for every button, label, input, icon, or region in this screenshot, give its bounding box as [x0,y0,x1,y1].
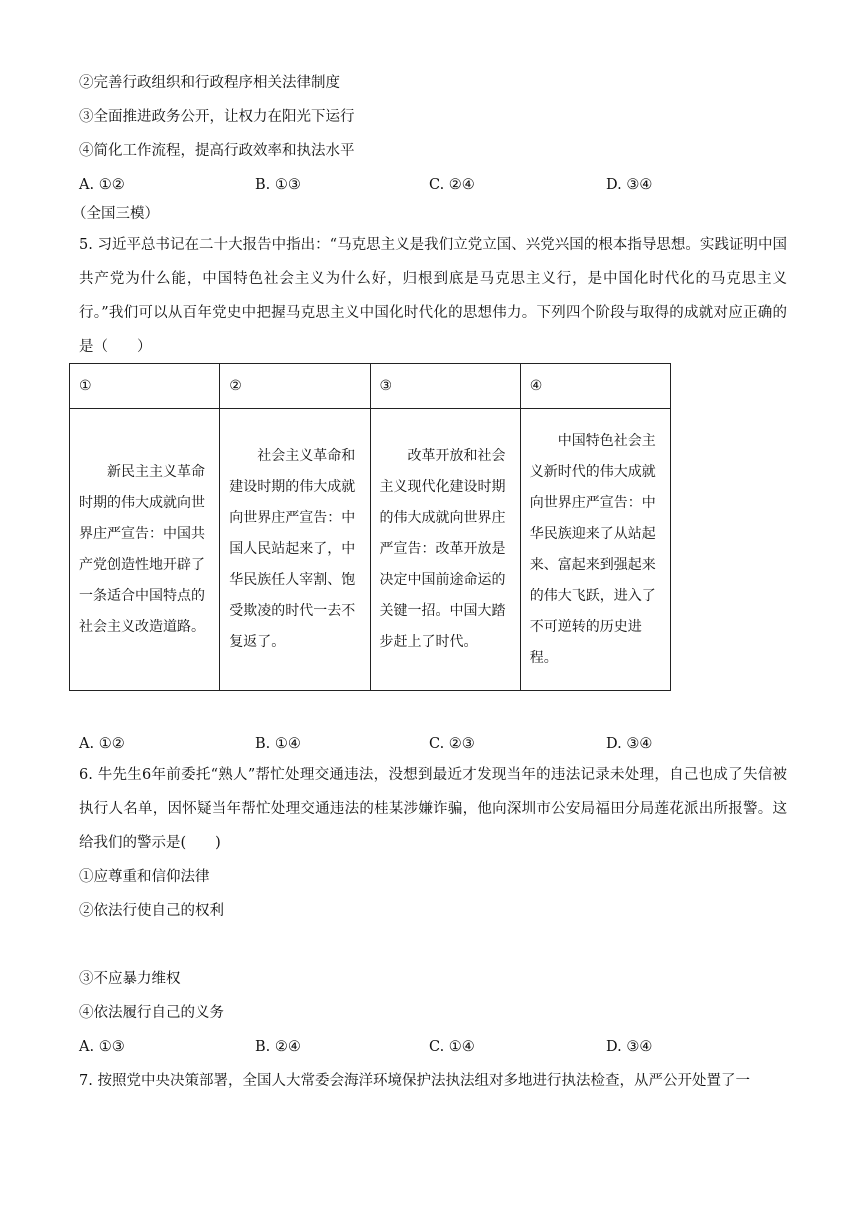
q6-item-3: ③不应暴力维权 [79,971,181,987]
q6-item-1: ①应尊重和信仰法律 [79,869,210,885]
option-a: A. ①② [79,736,125,752]
table-cell-2: 社会主义革命和建设时期的伟大成就向世界庄严宣告：中国人民站起来了，中华民族任人宰割、饱受欺凌的时代一去不复返了。 [229,448,356,650]
q5-stem: 5. 习近平总书记在二十大报告中指出：“马克思主义是我们立党立国、兴党兴国的根本指导思想。实践证明中国共产党为什么能，中国特色社会主义为什么好，归根到底是马克思主义行，是中国化时代化的马克思主义行。”我们可以从百年党史中把握马克思主义中国化时代化的思想伟力。下列四个阶段与取得的成就对应正确的是（ ） [79,237,787,355]
option-c: C. ②③ [429,736,475,752]
option-a: A. ①③ [79,1039,125,1055]
option-b: B. ①④ [255,736,301,752]
q7-stem: 7. 按照党中央决策部署，全国人大常委会海洋环境保护法执法组对多地进行执法检查，从严公开处置了一 [79,1073,750,1089]
q6-item-2: ②依法行使自己的权利 [79,903,224,919]
option-c: C. ①④ [429,1039,475,1055]
option-a: A. ①② [79,177,125,193]
table-header-2: ② [220,364,370,409]
q5-table [69,363,671,691]
table-header-1: ① [70,364,220,409]
table-cell-3: 改革开放和社会主义现代化建设时期的伟大成就向世界庄严宣告：改革开放是决定中国前途命运的关键一招。中国大踏步赶上了时代。 [379,448,506,650]
prev-item-2: ②完善行政组织和行政程序相关法律制度 [79,75,340,91]
option-b: B. ①③ [255,177,301,193]
option-c: C. ②④ [429,177,475,193]
table-cell-4: 中国特色社会主义新时代的伟大成就向世界庄严宣告：中华民族迎来了从站起来、富起来到强起来的伟大飞跃，进入了不可逆转的历史进程。 [529,432,656,666]
option-d: D. ③④ [606,736,653,752]
option-d: D. ③④ [606,177,653,193]
q6-item-4: ④依法履行自己的义务 [79,1005,224,1021]
q5-options [79,734,779,754]
table-header-3: ③ [370,364,520,409]
q6-options [79,1037,779,1057]
prev-options [79,175,779,195]
table-cell-1: 新民主主义革命时期的伟大成就向世界庄严宣告：中国共产党创造性地开辟了一条适合中国特点的社会主义改造道路。 [79,463,205,635]
option-b: B. ②④ [255,1039,301,1055]
prev-item-4: ④简化工作流程，提高行政效率和执法水平 [79,143,355,159]
q5-source: （全国三模） [72,206,159,222]
prev-item-3: ③全面推进政务公开，让权力在阳光下运行 [79,109,355,125]
option-d: D. ③④ [606,1039,653,1055]
table-header-4: ④ [520,364,670,409]
q6-stem: 6. 牛先生6年前委托“熟人”帮忙处理交通违法，没想到最近才发现当年的违法记录未处理，自己也成了失信被执行人名单，因怀疑当年帮忙处理交通违法的桂某涉嫌诈骗，他向深圳市公安局福田分局莲花派出所报警。这给我们的警示是( ) [79,767,787,851]
